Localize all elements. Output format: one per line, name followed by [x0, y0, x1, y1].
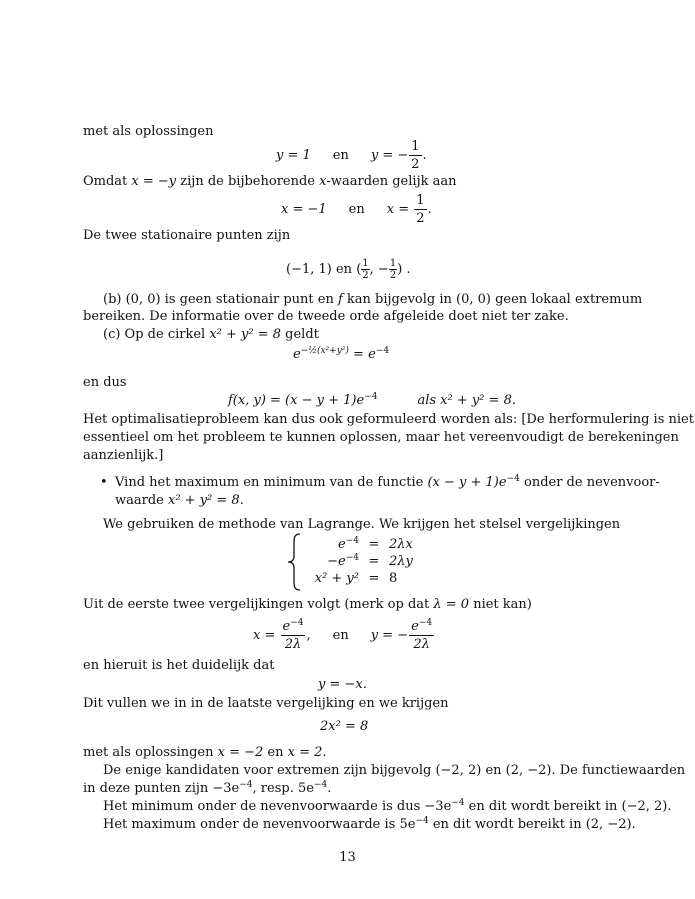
text-line: waarde x² + y² = 8. [115, 493, 244, 508]
system-row: $e^{-4} = 2\lambda x$ [338, 536, 413, 552]
bullet-point: • [100, 475, 108, 490]
system-row: $-e^{-4} = 2\lambda y$ [327, 553, 413, 569]
text-line: Het maximum onder de nevenvoorwaarde is $5e^{-4}$ en dit wordt bereikt in (2, −2). [103, 816, 636, 832]
fraction: $\frac{e^{-4}}{2\lambda}$ [411, 618, 433, 652]
text-line: De twee stationaire punten zijn [83, 228, 291, 243]
text-line: aanzienlijk.] [83, 448, 164, 463]
equation-y-negx: y = −x. [318, 677, 367, 692]
equation-exponent: $e^{-\frac{1}{2}(x^2+y^2)} = e^{-4}$ [293, 346, 390, 362]
text-line: Het minimum onder de nevenvoorwaarde is dus $-3e^{-4}$ en dit wordt bereikt in (−2, 2). [103, 798, 672, 814]
text-line: met als oplossingen [83, 124, 214, 139]
fraction: $\frac{1}{2}$ [416, 193, 425, 226]
text-line: (b) (0, 0) is geen stationair punt en f kan bijgevolg in (0, 0) geen lokaal extremum [103, 292, 643, 307]
fraction: $\frac{e^{-4}}{2\lambda}$ [282, 618, 304, 652]
text-line: Uit de eerste twee vergelijkingen volgt (merk op dat λ = 0 niet kan) [83, 597, 532, 612]
equation-x-y-fractions: x = $\frac{e^{-4}}{2\lambda}$ , en y = − $\frac{e^{-4}}{2\lambda}$ [253, 618, 433, 652]
text-line: (c) Op de cirkel x² + y² = 8 geldt [103, 327, 319, 342]
equation-2x2: 2x² = 8 [320, 719, 369, 734]
text-line: met als oplossingen x = −2 en x = 2. [83, 745, 327, 760]
text-line: Omdat x = −y zijn de bijbehorende x-waarden gelijk aan [83, 174, 457, 189]
text-line: Vind het maximum en minimum van de functie $(x - y + 1)e^{-4}$ onder de nevenvoor- [115, 474, 660, 490]
equation-x-values: x = −1 en x = $\frac{1}{2}$ . [281, 193, 432, 226]
text-line: Dit vullen we in in de laatste vergelijking en we krijgen [83, 696, 449, 711]
page-number: 13 [339, 850, 356, 865]
system-row: x² + y² = 8 [314, 571, 398, 586]
text-line: en dus [83, 375, 127, 390]
text-line: in deze punten zijn $-3e^{-4}$, resp. $5e^{-4}$. [83, 780, 332, 796]
small-fraction: $\frac{1}{2}$ [362, 258, 369, 281]
text-line: De enige kandidaten voor extremen zijn bijgevolg (−2, 2) en (2, −2). De functiewaarden [103, 763, 686, 778]
fraction: $\frac{1}{2}$ [411, 139, 420, 172]
equation-f: f(x, $y) = (x - y + 1)e^{-4}$ als x² + y² = 8. [228, 392, 516, 408]
text-line: We gebruiken de methode van Lagrange. We krijgen het stelsel vergelijkingen [103, 517, 621, 532]
equation-y-solutions: y = 1 en y = − $\frac{1}{2}$ . [276, 139, 427, 172]
text-line: en hieruit is het duidelijk dat [83, 658, 275, 673]
text-line: essentieel om het probleem te kunnen oplossen, maar het vereenvoudigt de berekeningen [83, 430, 679, 445]
left-brace-icon [285, 532, 303, 592]
text-line: bereiken. De informatie over de tweede orde afgeleide doet niet ter zake. [83, 309, 569, 324]
equation-stationary-points: (−1, 1) en ( $\frac{1}{2}$ , − $\frac{1}{2}$ ) . [286, 258, 411, 281]
text-line: Het optimalisatieprobleem kan dus ook geformuleerd worden als: [De herformulering is niet [83, 412, 694, 427]
small-fraction: $\frac{1}{2}$ [389, 258, 397, 281]
